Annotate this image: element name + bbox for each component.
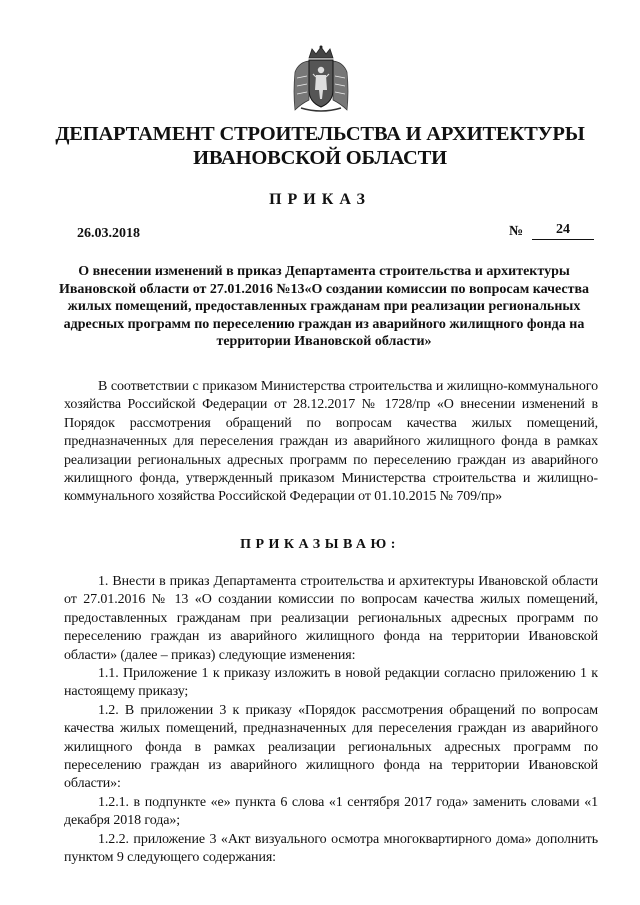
decree-item-1-2: 1.2. В приложении 3 к приказу «Порядок рассмотрения обращений по вопросам качества жилых помещений, предназначенных для переселения граждан из аварийного жилищного фонда в рамках реализации региональных адресных программ по переселению граждан из аварийного жилищного фонда на территории Ивановской области»: — [64, 702, 598, 792]
preamble-paragraph: В соответствии с приказом Министерства строительства и жилищно-коммунального хозяйства Российской Федерации от 28.12.2017 № 1728/пр «О внесении изменений в Порядок рассмотрения обращений по вопросам качества жилых помещений, предназначенных для переселения граждан из аварийного жилищного фонда в рамках реализации региональных адресных программ по переселению граждан из аварийного жилищного фонда, утвержденный приказом Министерства строительства и жилищно-коммунального хозяйства Российской Федерации от 01.10.2015 № 709/пр» — [64, 379, 598, 505]
department-name-line2: ИВАНОВСКОЙ ОБЛАСТИ — [193, 147, 447, 169]
order-title: ПРИКАЗ — [269, 191, 371, 208]
order-subject: О внесении изменений в приказ Департамента строительства и архитектуры Ивановской области от 27.01.2016 №13«О создании комиссии по вопросам качества жилых помещений, предоставленных гражданам при реализации региональных адресных программ по переселению граждан из аварийного жилищного фонда на территории Ивановской области» — [58, 264, 590, 349]
order-date: 26.03.2018 — [77, 226, 140, 241]
coat-of-arms-icon — [291, 44, 351, 114]
decree-heading: ПРИКАЗЫВАЮ: — [240, 537, 400, 552]
department-name-line1: ДЕПАРТАМЕНТ СТРОИТЕЛЬСТВА И АРХИТЕКТУРЫ — [55, 123, 585, 145]
preamble — [64, 378, 598, 507]
decree-item-1-1: 1.1. Приложение 1 к приказу изложить в новой редакции согласно приложению 1 к настоящему приказу; — [64, 666, 598, 700]
decree-item-1-2-2: 1.2.2. приложение 3 «Акт визуального осмотра многоквартирного дома» дополнить пунктом 9 следующего содержания: — [64, 831, 598, 866]
decree-item-1-2-1: 1.2.1. в подпункте «е» пункта 6 слова «1 сентября 2017 года» заменить словами «1 декабря 2018 года»; — [64, 794, 598, 829]
order-number: 24 — [532, 222, 594, 240]
order-number-label: № — [509, 224, 524, 239]
decree-items — [64, 573, 598, 868]
decree-item-1: 1. Внести в приказ Департамента строительства и архитектуры Ивановской области от 27.01.2016 № 13 «О создании комиссии по вопросам качества жилых помещений, предоставленных гражданам при реализации региональных адресных программ по переселению граждан из аварийного жилищного фонда на территории Ивановской области» (далее – приказ) следующие изменения: — [64, 574, 598, 663]
